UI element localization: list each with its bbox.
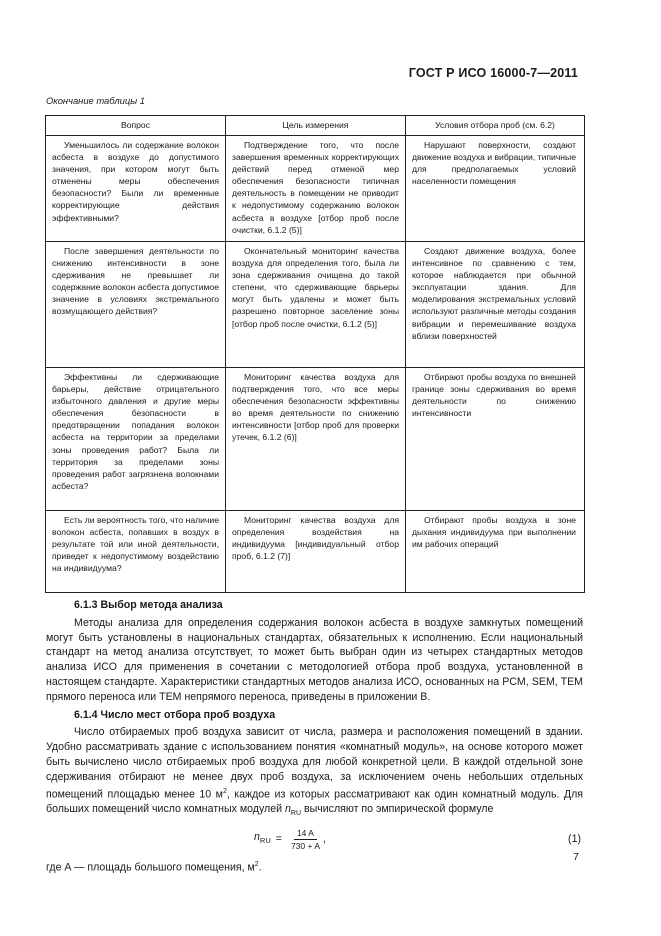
formula-numerator: 14 A — [294, 828, 317, 840]
table-header-row — [46, 116, 585, 136]
cell-purpose: Подтверждение того, что после завершения временных корректирующих действий перед отменой мер обеспечения безопасности типичная деятельность в помещении не приводит к недопустимому содержанию волокон асбеста в воздухе [отбор проб после очистки, 6.1.2 (5)] — [226, 136, 406, 242]
paragraph-text-part: Число отбираемых проб воздуха зависит от числа, размера и расположения помещений в здании. Удобно рассматривать здание с использованием понятия «комнатный модуль», на основе которого может быть вычислено число отбираемых проб воздуха для любой конкретной цели. В каждой отдельной зоне сдерживания отбирают не менее двух проб воздуха, за исключением очень небольших отдельных помещений площадью менее 10 м — [46, 726, 583, 801]
cell-conditions: Отбирают пробы воздуха в зоне дыхания индивидуума при выполнении им рабочих операций — [406, 511, 585, 593]
formula-denominator: 730 + A — [290, 841, 321, 852]
formula-equals: = — [275, 833, 282, 846]
symbol-n: n — [285, 802, 291, 815]
formula-trail: , — [323, 833, 326, 846]
paragraph-text-part: вычисляют по эмпирической формуле — [301, 802, 494, 815]
table-row — [46, 136, 585, 242]
paragraph-6-1-3: Методы анализа для определения содержания волокон асбеста в воздухе замкнутых помещений могут быть установлены в национальных стандартах, обязательных к исполнению. Если национальный стандарт на метод анализа отсутствует, то может быть выбран один из четырех стандартных методов анализа ИСО для применения в сочетании с методологией отбора проб воздуха, установленной в настоящем стандарте. Характеристики стандартных методов анализа ИСО, основанных на PCM, SEM, TEM прямого переноса или TEM непрямого переноса, приведены в приложении В. — [46, 616, 583, 703]
cell-question: Эффективны ли сдерживающие барьеры, действие отрицательного избыточного давления и другие меры обеспечения безопасности в предотвращении попадания волокон асбеста на территории за пределами зоны проведения работ? Была ли территория за пределами зоны проведения работ загрязнена волокнами асбеста? — [46, 368, 226, 511]
paragraph-6-1-4 — [46, 725, 583, 821]
cell-question: Есть ли вероятность того, что наличие волокон асбеста, попавших в воздух в результате той или иной деятельности, приведет к недопустимому воздействию на индивидуума? — [46, 511, 226, 593]
formula-1 — [46, 824, 583, 856]
requirements-table — [45, 115, 585, 593]
table-row — [46, 368, 585, 511]
formula-explanation — [46, 858, 583, 875]
explanation-end: . — [258, 861, 262, 874]
column-header-question: Вопрос — [46, 116, 226, 136]
cell-conditions: Нарушают поверхности, создают движение воздуха и вибрации, типичные для предполагаемых условий населенности помещения — [406, 136, 585, 242]
section-heading-6-1-4: 6.1.4 Число мест отбора проб воздуха — [74, 708, 276, 721]
cell-question: После завершения деятельности по снижению интенсивности в зоне сдерживания не превышает ли содержание волокон асбеста допустимое значение в условиях экстремального возмущающего действия? — [46, 242, 226, 368]
document-code-header: ГОСТ Р ИСО 16000-7—2011 — [408, 66, 578, 80]
symbol-subscript: RU — [290, 810, 302, 817]
table-row — [46, 511, 585, 593]
formula-lhs-symbol: n — [254, 831, 260, 844]
page-number: 7 — [573, 851, 579, 863]
cell-conditions: Отбирают пробы воздуха по внешней границе зоны сдерживания во время деятельности по снижению интенсивности — [406, 368, 585, 511]
explanation-text: где A — площадь большого помещения, м — [46, 861, 255, 874]
cell-purpose: Мониторинг качества воздуха для подтверждения того, что все меры обеспечения безопасности эффективны во время деятельности по снижению интенсивности [отбор проб для проверки утечек, 6.1.2 (6)] — [226, 368, 406, 511]
formula-fraction — [288, 828, 323, 851]
cell-question: Уменьшилось ли содержание волокон асбеста в воздухе до допустимого значения, при котором могут быть отменены меры обеспечения безопасности? Были ли временные корректирующие действия эффективными? — [46, 136, 226, 242]
formula-lhs-subscript: RU — [259, 836, 271, 846]
column-header-conditions: Условия отбора проб (см. 6.2) — [406, 116, 585, 136]
paragraph-text-part: , каждое из которых рассматривают как один комнатный модуль. Для больших помещений число комнатных модулей — [46, 788, 584, 815]
formula-number: (1) — [568, 832, 581, 845]
section-heading-6-1-3: 6.1.3 Выбор метода анализа — [74, 599, 223, 611]
cell-purpose: Мониторинг качества воздуха для определения воздействия на индивидуума [индивидуальный отбор проб, 6.1.2 (7)] — [226, 511, 406, 593]
formula-lhs — [254, 830, 271, 849]
table-row — [46, 242, 585, 368]
body-text — [46, 596, 583, 875]
cell-conditions: Создают движение воздуха, более интенсивное по сравнению с тем, которое наблюдается при обычной эксплуатации здания. Для моделирования экстремальных условий используют различные методы создания вибрации и перемешивание воздуха вблизи поверхностей — [406, 242, 585, 368]
superscript: 2 — [222, 787, 227, 795]
column-header-purpose: Цель измерения — [226, 116, 406, 136]
superscript: 2 — [254, 860, 259, 868]
table-caption: Окончание таблицы 1 — [46, 95, 145, 106]
cell-purpose: Окончательный мониторинг качества воздуха для определения того, была ли зона сдерживания очищена до такой степени, что сдерживающие барьеры могут быть удалены и может быть разрешено повторное заселение зоны [отбор проб после очистки, 6.1.2 (5)] — [226, 242, 406, 368]
